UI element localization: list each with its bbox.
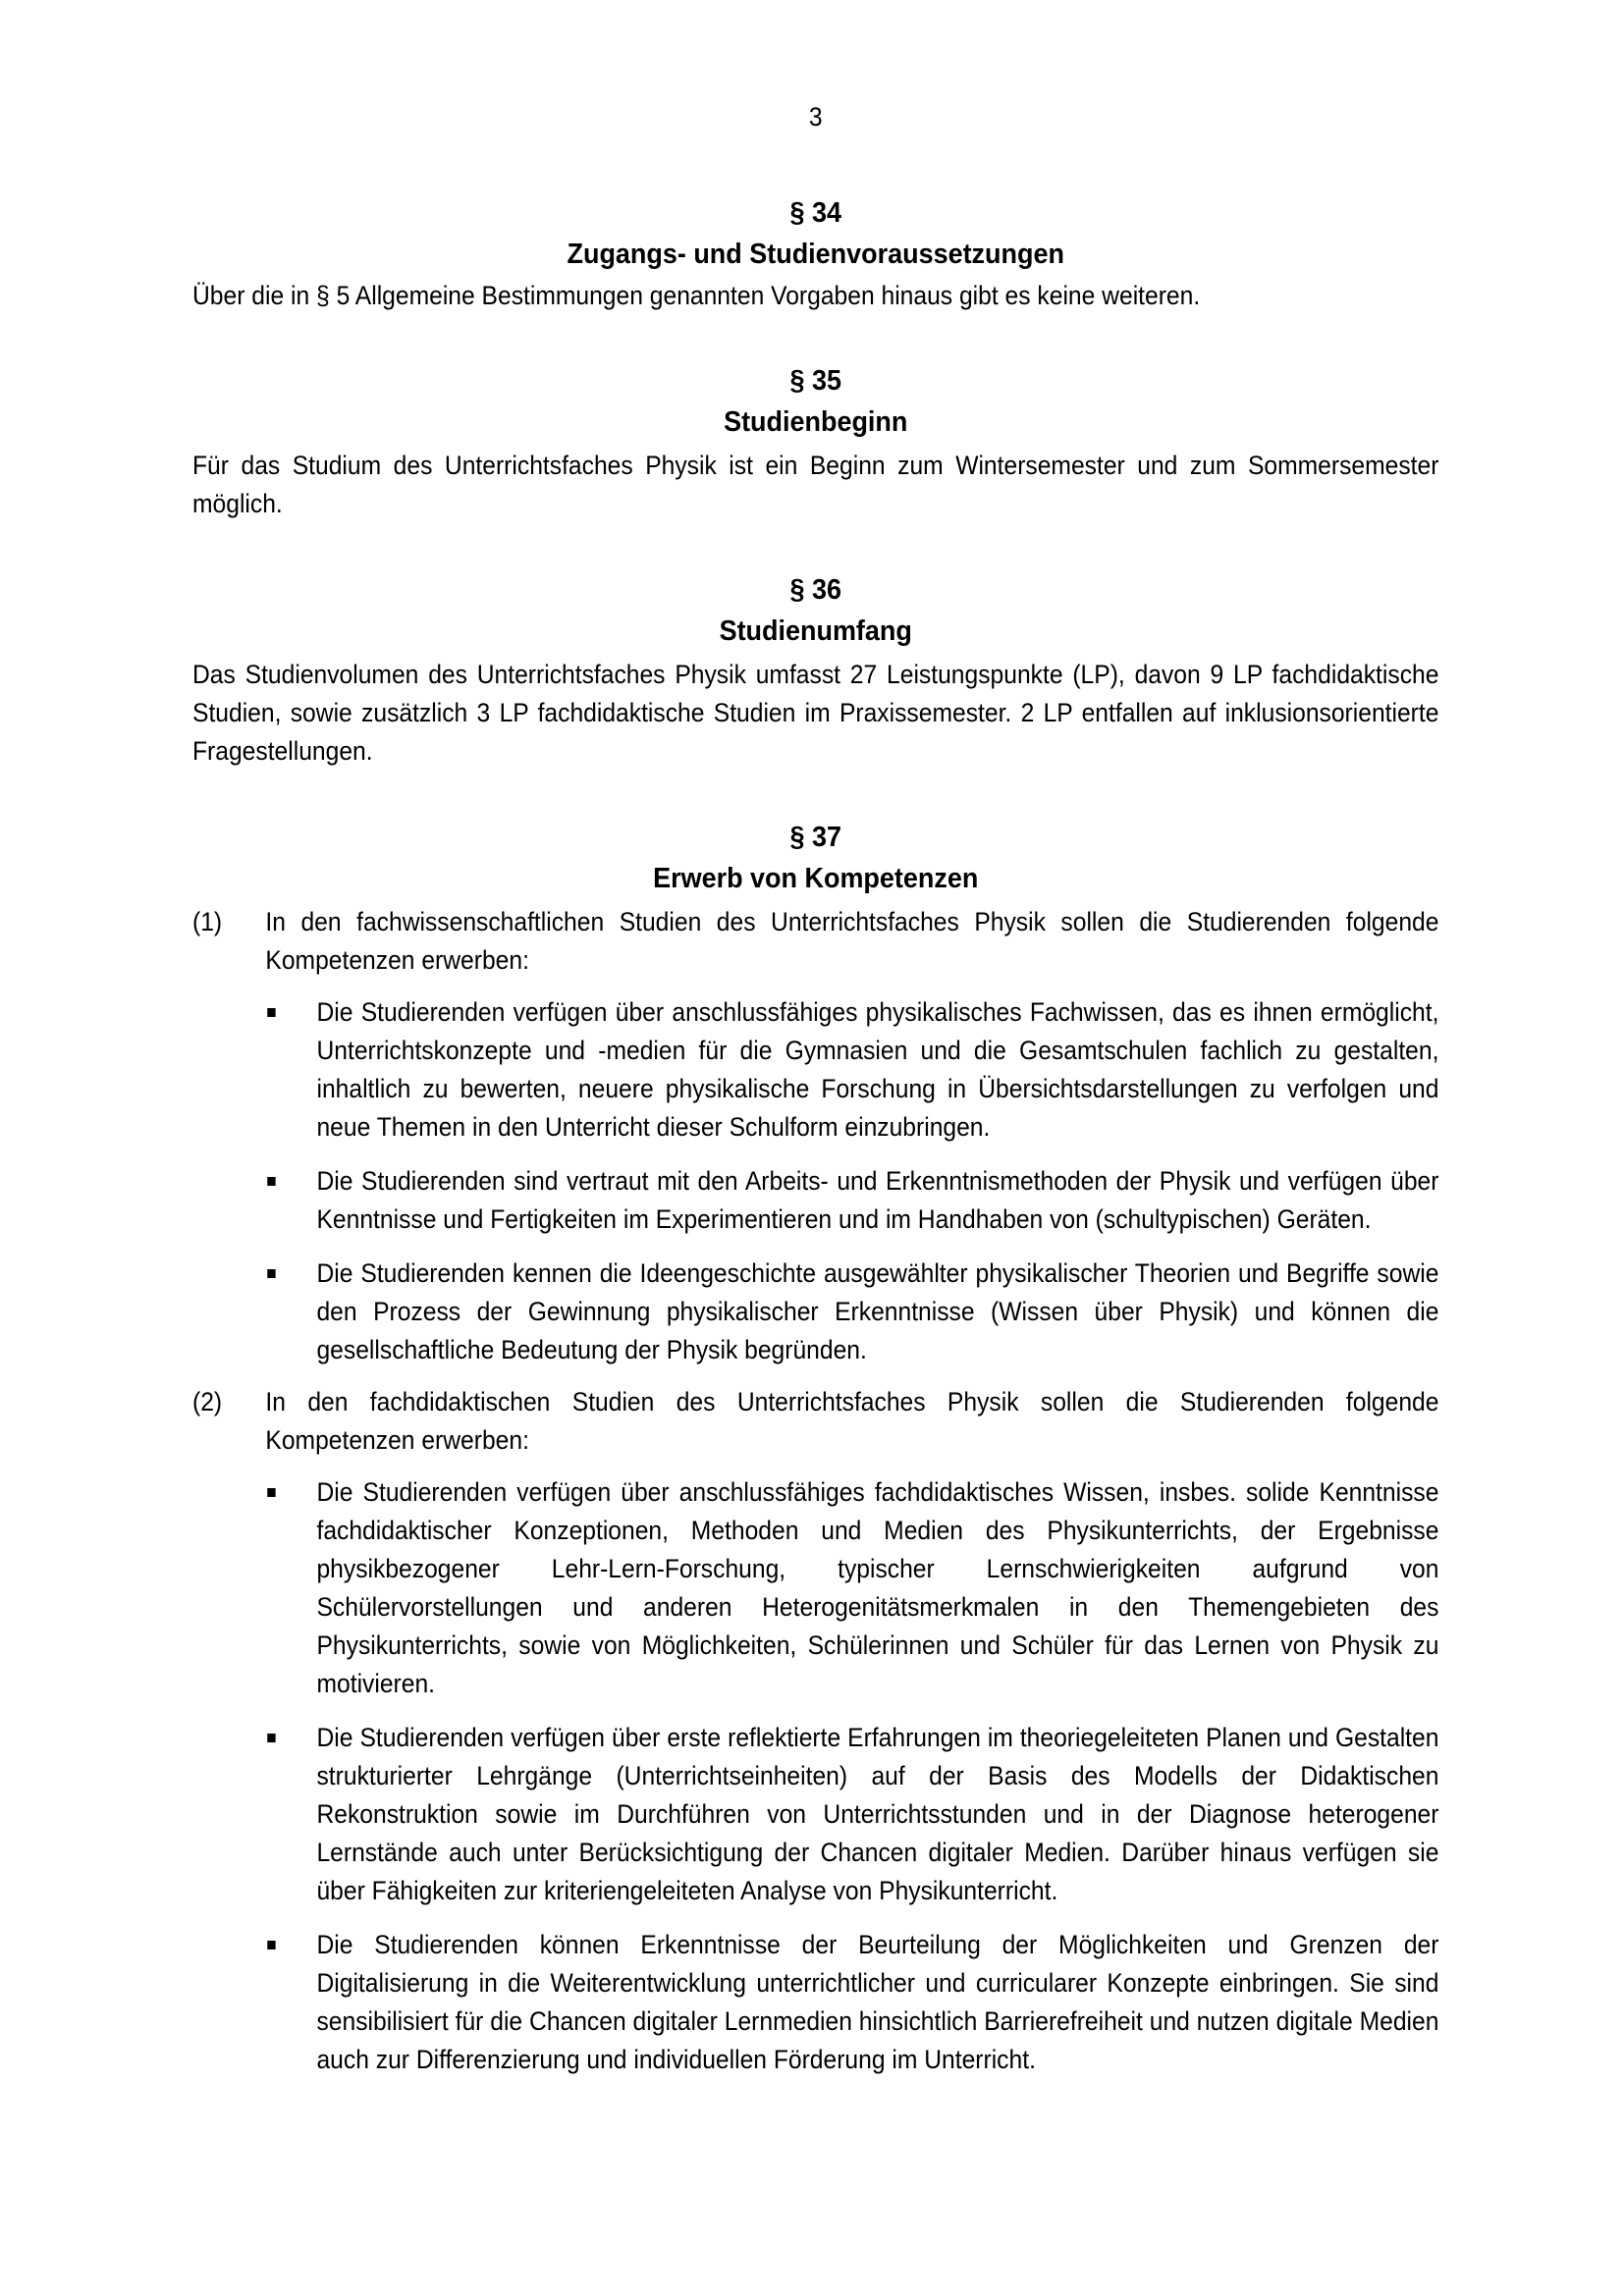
list-item-text: Die Studierenden kennen die Ideengeschichte ausgewählter physikalischer Theorien und Begriffe sowie den Prozess der Gewinnung physikalischer Erkenntnisse (Wissen über Physik) und können die gesellschaftliche Bedeutung der Physik begründen. [316, 1258, 1439, 1364]
numbered-item [192, 903, 1438, 980]
item-number: (1) [192, 907, 223, 936]
bullet-icon [267, 1008, 275, 1017]
section-symbol: § 36 [789, 574, 841, 606]
bullet-icon [267, 1488, 275, 1497]
page-number: 3 [808, 102, 823, 132]
section-title: Erwerb von Kompetenzen [653, 863, 979, 894]
list-item-text: Die Studierenden verfügen über erste reflektierte Erfahrungen im theoriegeleiteten Planen und Gestalten strukturierter Lehrgänge (Unterrichtseinheiten) auf der Basis des Modells der Didaktischen Rekonstruktion sowie im Durchführen von Unterrichtsstunden und in der Diagnose heterogener Lernstände auch unter Berücksichtigung der Chancen digitaler Medien. Darüber hinaus verfügen sie über Fähigkeiten zur kriteriengeleiteten Analyse von Physikunterricht. [316, 1723, 1439, 1905]
item-intro: In den fachwissenschaftlichen Studien des Unterrichtsfaches Physik sollen die Studierenden folgende Kompetenzen erwerben: [265, 907, 1439, 975]
list-item-text: Die Studierenden können Erkenntnisse der Beurteilung der Möglichkeiten und Grenzen der Digitalisierung in die Weiterentwicklung unterrichtlicher und curricularer Konzepte einbringen. Sie sind sensibilisiert für die Chancen digitaler Lernmedien hinsichtlich Barrierefreiheit und nutzen digitale Medien auch zur Differenzierung und individuellen Förderung im Unterricht. [316, 1930, 1439, 2074]
bullet-list [192, 993, 1438, 1369]
list-item [192, 1473, 1438, 1703]
section-text: Das Studienvolumen des Unterrichtsfaches Physik umfasst 27 Leistungspunkte (LP), davon 9 LP fachdidaktische Studien, sowie zusätzlich 3 LP fachdidaktische Studien im Praxissemester. 2 LP entfallen auf inklusionsorientierte Fragestellungen. [192, 660, 1439, 766]
bullet-icon [267, 1269, 275, 1278]
section-34 [192, 192, 1438, 315]
section-text: Für das Studium des Unterrichtsfaches Physik ist ein Beginn zum Wintersemester und zum Sommersemester möglich. [192, 451, 1439, 518]
section-title: Zugangs- und Studienvoraussetzungen [567, 239, 1064, 270]
bullet-list [192, 1473, 1438, 2079]
section-title: Studienumfang [719, 615, 912, 647]
item-number: (2) [192, 1387, 223, 1416]
bullet-icon [267, 1941, 275, 1949]
list-item [192, 993, 1438, 1147]
list-item-text: Die Studierenden verfügen über anschlussfähiges fachdidaktisches Wissen, insbes. solide Kenntnisse fachdidaktischer Konzeptionen, Methoden und Medien des Physikunterrichts, der Ergebnisse physikbezogener Lehr-Lern-Forschung, typischer Lernschwierigkeiten aufgrund von Schülervorstellungen und anderen Heterogenitätsmerkmalen in den Themengebieten des Physikunterrichts, sowie von Möglichkeiten, Schülerinnen und Schüler für das Lernen von Physik zu motivieren. [316, 1477, 1439, 1698]
list-item [192, 1926, 1438, 2079]
section-symbol: § 37 [789, 822, 841, 853]
list-item [192, 1162, 1438, 1239]
numbered-item [192, 1383, 1438, 1460]
section-36 [192, 569, 1438, 771]
section-35 [192, 360, 1438, 523]
bullet-icon [267, 1734, 275, 1742]
section-title: Studienbeginn [724, 406, 908, 438]
list-item [192, 1255, 1438, 1369]
section-37 [192, 817, 1438, 2079]
list-item [192, 1719, 1438, 1910]
section-symbol: § 34 [789, 197, 841, 229]
bullet-icon [267, 1177, 275, 1186]
list-item-text: Die Studierenden verfügen über anschlussfähiges physikalisches Fachwissen, das es ihnen ermöglicht, Unterrichtskonzepte und -medien für die Gymnasien und die Gesamtschulen fachlich zu gestalten, inhaltlich zu bewerten, neuere physikalische Forschung in Übersichtsdarstellungen zu verfolgen und neue Themen in den Unterricht dieser Schulform einzubringen. [316, 997, 1439, 1142]
section-text: Über die in § 5 Allgemeine Bestimmungen genannten Vorgaben hinaus gibt es keine weiteren. [192, 281, 1201, 310]
section-symbol: § 35 [789, 365, 841, 397]
item-intro: In den fachdidaktischen Studien des Unterrichtsfaches Physik sollen die Studierenden folgende Kompetenzen erwerben: [265, 1387, 1439, 1455]
list-item-text: Die Studierenden sind vertraut mit den Arbeits- und Erkenntnismethoden der Physik und verfügen über Kenntnisse und Fertigkeiten im Experimentieren und im Handhaben von (schultypischen) Geräten. [316, 1166, 1439, 1234]
